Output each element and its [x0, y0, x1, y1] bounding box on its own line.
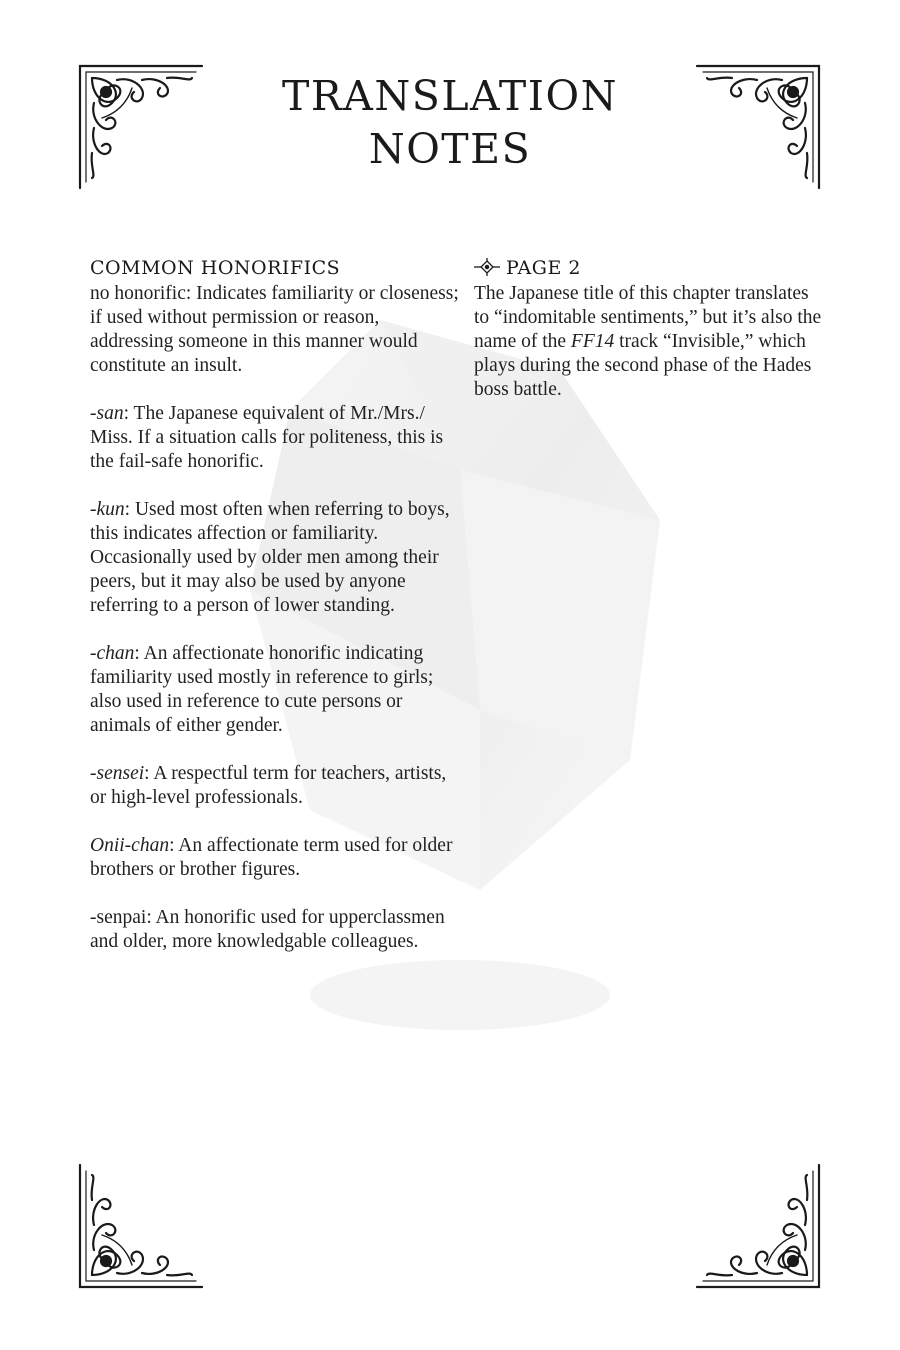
- corner-ornament-icon: [72, 1160, 207, 1295]
- page-title: [200, 70, 700, 176]
- honorific-definition: : An affectionate term used for older brothers or brother figures.: [90, 835, 453, 880]
- list-item: [90, 282, 460, 378]
- page-notes-column: [474, 254, 824, 402]
- honorific-term: -chan: [90, 643, 135, 664]
- honorific-definition: : An honorific used for upperclassmen and older, more knowledgable colleagues.: [90, 907, 445, 952]
- page-title-line: NOTES: [368, 125, 532, 173]
- section-heading: [474, 254, 824, 282]
- honorific-term: Onii-chan: [90, 835, 170, 856]
- corner-ornament-icon: [72, 58, 207, 193]
- intro-text: no honorific: Indicates familiarity or closeness; if used without permission or reason, addressing someone in this manner would constitute an insult.: [90, 283, 459, 376]
- list-item: [90, 906, 460, 954]
- list-item: [90, 642, 460, 738]
- section-heading: COMMON HONORIFICS: [90, 257, 341, 279]
- honorific-definition: : A respectful term for teachers, artists, or high-level professionals.: [90, 763, 447, 808]
- honorific-term: -san: [90, 403, 124, 424]
- list-item: [90, 498, 460, 618]
- page-note-italic: FF14: [570, 331, 615, 352]
- page-note-text: [474, 282, 824, 402]
- page-note-text-part: The Japanese title of this chapter translates to “indomitable sentiments,” but it’s also the name of the: [474, 283, 822, 352]
- diamond-ornament-icon: [474, 258, 500, 276]
- honorific-term: -sensei: [90, 763, 145, 784]
- page-note-text-part: track “Invisible,” which plays during the second phase of the Hades boss battle.: [474, 331, 812, 400]
- list-item: [90, 834, 460, 882]
- honorifics-column: [90, 254, 460, 978]
- honorific-term: -kun: [90, 499, 125, 520]
- honorific-definition: : An affectionate honorific indicating familiarity used mostly in reference to girls; also used in reference to cute persons or animals of either gender.: [90, 643, 434, 736]
- honorific-definition: : Used most often when referring to boys, this indicates affection or familiarity. Occasionally used by older men among their peers, but it may also be used by anyone referring to a person of lower standing.: [90, 499, 450, 616]
- honorific-definition: : The Japanese equivalent of Mr./Mrs./ Miss. If a situation calls for politeness, this is the fail-safe honorific.: [90, 403, 444, 472]
- corner-ornament-icon: [692, 58, 827, 193]
- list-item: [90, 402, 460, 474]
- honorific-term: -senpai: [90, 907, 147, 928]
- list-item: [90, 762, 460, 810]
- corner-ornament-icon: [692, 1160, 827, 1295]
- page-title-line: TRANSLATION: [282, 72, 618, 120]
- page-note-heading: PAGE 2: [506, 257, 581, 279]
